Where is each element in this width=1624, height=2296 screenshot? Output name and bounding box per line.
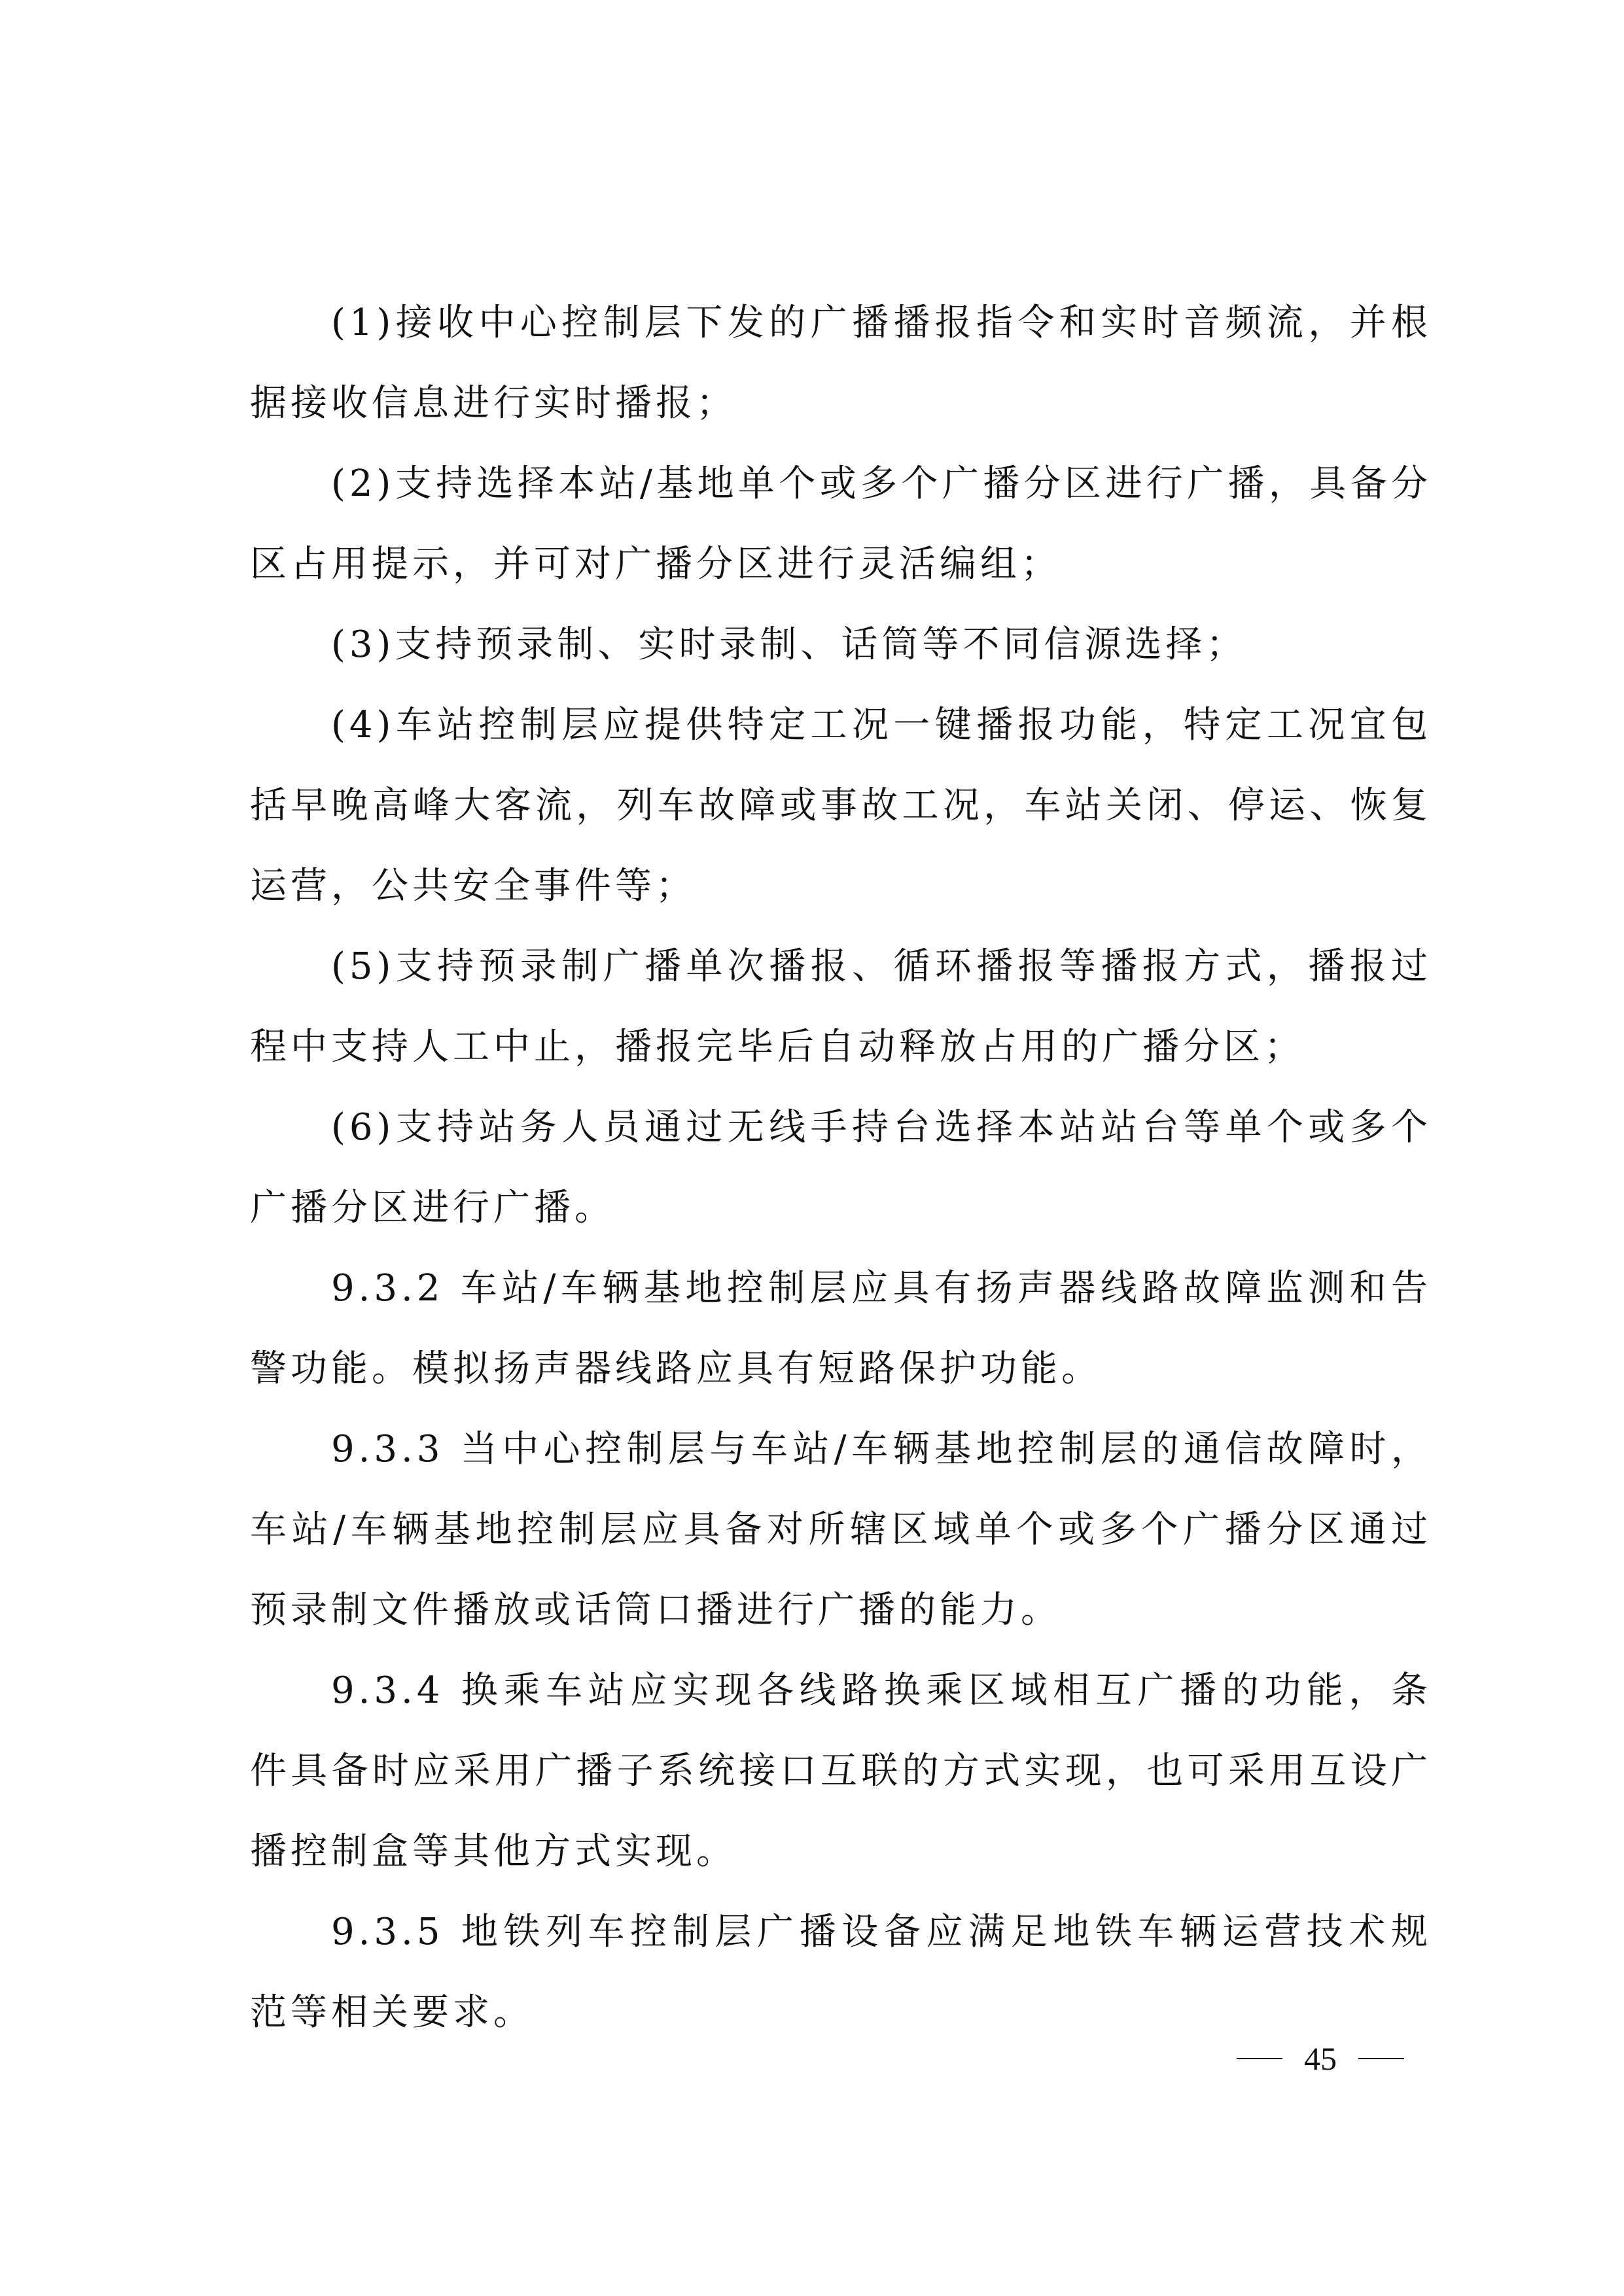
paragraph-8: 9.3.3 当中心控制层与车站/车辆基地控制层的通信故障时，车站/车辆基地控制层应具备对所辖区域单个或多个广播分区通过预录制文件播放或话筒口播进行广播的能力。 [250, 1428, 1432, 1631]
page-number [1222, 2036, 1419, 2081]
paragraph-6: (6)支持站务人员通过无线手持台选择本站站台等单个或多个广播分区进行广播。 [250, 1106, 1432, 1229]
document-body [250, 283, 1432, 2053]
paragraph-4: (4)车站控制层应提供特定工况一键播报功能，特定工况宜包括早晚高峰大客流，列车故障或事故工况，车站关闭、停运、恢复运营，公共安全事件等； [250, 704, 1432, 907]
paragraph-7: 9.3.2 车站/车辆基地控制层应具有扬声器线路故障监测和告警功能。模拟扬声器线路应具有短路保护功能。 [250, 1267, 1432, 1390]
paragraph-3: (3)支持预录制、实时录制、话筒等不同信源选择； [331, 623, 1247, 666]
paragraph-2: (2)支持选择本站/基地单个或多个广播分区进行广播，具备分区占用提示，并可对广播分区进行灵活编组； [250, 462, 1432, 585]
page-number-value: 45 [1304, 2040, 1337, 2077]
right-dash [1358, 2058, 1404, 2059]
left-dash [1237, 2058, 1282, 2059]
paragraph-1: (1)接收中心控制层下发的广播播报指令和实时音频流，并根据接收信息进行实时播报； [250, 302, 1432, 425]
paragraph-9: 9.3.4 换乘车站应实现各线路换乘区域相互广播的功能，条件具备时应采用广播子系统接口互联的方式实现，也可采用互设广播控制盒等其他方式实现。 [250, 1669, 1432, 1873]
paragraph-5: (5)支持预录制广播单次播报、循环播报等播报方式，播报过程中支持人工中止，播报完毕后自动释放占用的广播分区； [250, 945, 1432, 1068]
paragraph-10: 9.3.5 地铁列车控制层广播设备应满足地铁车辆运营技术规范等相关要求。 [250, 1911, 1432, 2034]
